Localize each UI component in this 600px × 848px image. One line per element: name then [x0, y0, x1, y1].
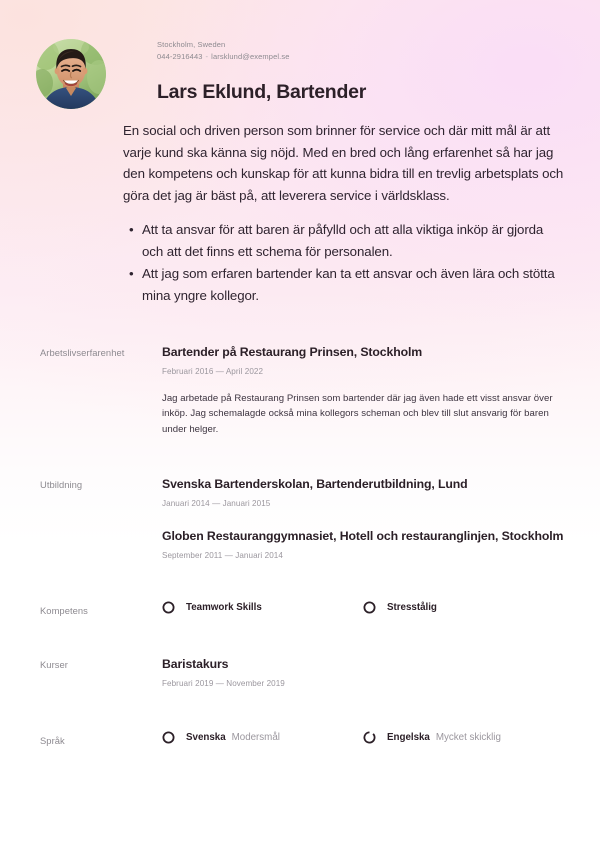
language-level: Mycket skicklig: [435, 732, 501, 744]
resume-header: [0, 0, 600, 109]
rating-ring-icon: [363, 601, 376, 614]
rating-ring-icon: [162, 601, 175, 614]
entry-title: Globen Restauranggymnasiet, Hotell och restauranglinjen, Stockholm: [162, 529, 564, 544]
contact-location: Stockholm, Sweden: [157, 40, 226, 49]
section-body-skills: [162, 601, 564, 614]
page-title: Lars Eklund, Bartender: [157, 81, 367, 103]
entry-dates: September 2011 — Januari 2014: [162, 551, 283, 561]
language-level: Modersmål: [231, 732, 280, 744]
skill-item: [363, 601, 564, 614]
header-text-block: [157, 34, 366, 104]
skills-grid: [162, 601, 564, 614]
section-body-courses: [162, 655, 564, 690]
entry-title: Bartender på Restaurang Prinsen, Stockholm: [162, 345, 423, 359]
section-label-experience: Arbetslivserfarenhet: [40, 347, 125, 358]
section-experience: [0, 343, 600, 437]
list-item: • Att jag som erfaren bartender kan ta ett ansvar och även lära och stötta mina yngre kollegor.: [142, 263, 564, 306]
avatar-image: [36, 39, 106, 109]
summary-block: [123, 120, 564, 306]
language-name: Engelska: [387, 732, 430, 744]
section-courses: [0, 655, 600, 690]
education-entry: [162, 475, 564, 510]
language-item: [363, 731, 564, 744]
contact-separator: -: [205, 52, 209, 61]
entry-dates: Februari 2016 — April 2022: [162, 367, 264, 376]
section-languages: [0, 731, 600, 748]
section-body-languages: [162, 731, 564, 744]
skill-name: Stresstålig: [387, 602, 437, 614]
section-skills: [0, 601, 600, 618]
summary-bullet-list: [123, 219, 564, 306]
experience-entry: [162, 343, 564, 437]
section-body-experience: [162, 343, 564, 437]
entry-dates: Februari 2019 — November 2019: [162, 679, 285, 689]
list-item: • Att ta ansvar för att baren är påfylld och att alla viktiga inköp är gjorda och att det finns ett schema för personalen.: [142, 219, 564, 262]
summary-paragraph: En social och driven person som brinner för service och där mitt mål är att varje kund ska känna sig nöjd. Med en bred och lång erfarenhet så har jag den kompetens och kunskap för att kunna bidra till en trevlig arbetsplats och göra det jag är bäst på, att leverera service i världsklass.: [123, 123, 564, 203]
language-item: [162, 731, 363, 744]
rating-ring-icon: [363, 731, 376, 744]
course-entry: [162, 655, 564, 690]
section-label-skills: Kompetens: [40, 605, 88, 617]
section-label-courses: Kurser: [40, 659, 68, 671]
skill-item: [162, 601, 363, 614]
entry-description: Jag arbetade på Restaurang Prinsen som bartender där jag även hade ett visst ansvar över inköp. Jag schemalagde också mina kollegors scheman och blev till slut ansvarig för baren under helger.: [162, 393, 553, 435]
section-label-languages: Språk: [40, 735, 65, 747]
section-body-education: [162, 475, 564, 562]
education-entry: [162, 527, 564, 562]
section-label-education: Utbildning: [40, 479, 83, 491]
entry-title: Baristakurs: [162, 657, 229, 672]
contact-email: larsklund@exempel.se: [211, 52, 290, 61]
section-education: [0, 475, 600, 562]
rating-ring-icon: [162, 731, 175, 744]
avatar: [36, 39, 106, 109]
entry-dates: Januari 2014 — Januari 2015: [162, 499, 271, 509]
languages-grid: [162, 731, 564, 744]
language-name: Svenska: [186, 732, 226, 744]
avatar-photo-illustration: [36, 39, 106, 109]
skill-name: Teamwork Skills: [186, 602, 262, 614]
contact-phone-email: [157, 51, 366, 63]
contact-phone: 044-2916443: [157, 52, 203, 61]
entry-title: Svenska Bartenderskolan, Bartenderutbildning, Lund: [162, 477, 468, 492]
